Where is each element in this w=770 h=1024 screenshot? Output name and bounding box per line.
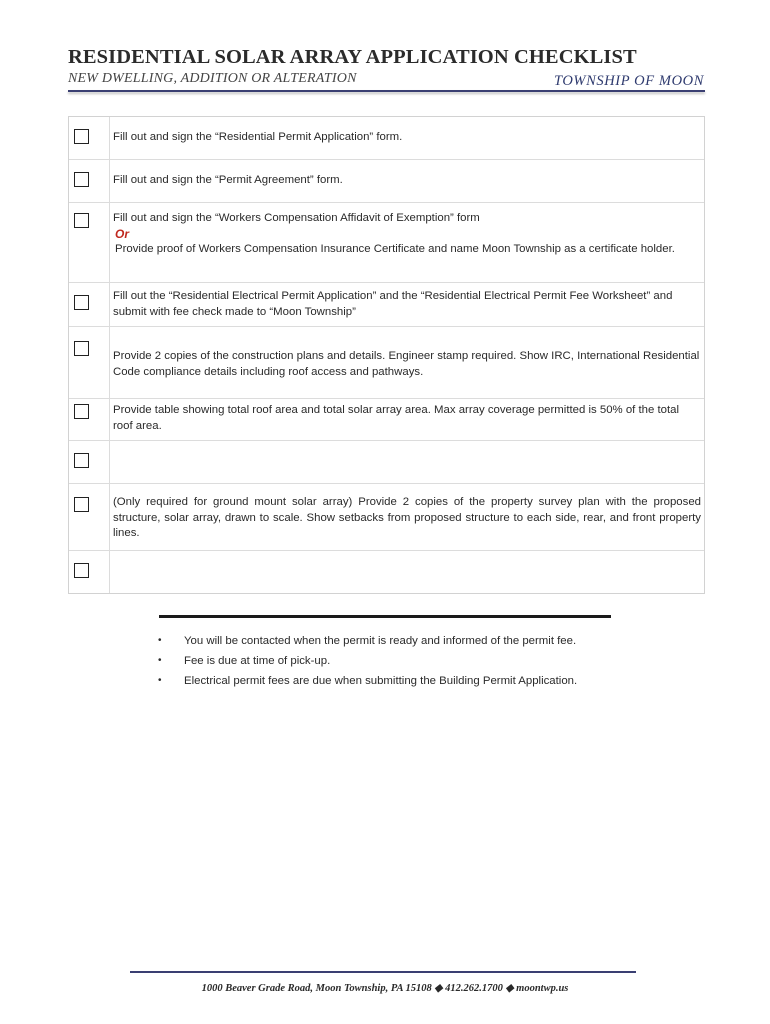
page-subtitle: NEW DWELLING, ADDITION OR ALTERATION xyxy=(68,71,357,86)
checklist-item-text: Fill out the “Residential Electrical Permit Application” and the “Residential Electrical Permit Fee Worksheet” and submit with fee check made to “Moon Township” xyxy=(113,290,673,318)
checkbox-icon[interactable] xyxy=(74,497,89,512)
footer-divider xyxy=(130,971,636,973)
notes-list xyxy=(155,633,577,693)
checklist-item-alt-text: Provide proof of Workers Compensation Insurance Certificate and name Moon Township as a certificate holder. xyxy=(115,243,675,255)
checklist-item-text xyxy=(110,441,704,483)
checklist-item-text: Provide table showing total roof area and total solar array area. Max array coverage permitted is 50% of the total roof area. xyxy=(113,404,680,432)
checkbox-icon[interactable] xyxy=(74,453,89,468)
footer-address: 1000 Beaver Grade Road, Moon Township, PA 15108 ◆ 412.262.1700 ◆ moontwp.us xyxy=(201,983,569,994)
checklist-table xyxy=(68,116,705,594)
page-title: RESIDENTIAL SOLAR ARRAY APPLICATION CHECKLIST xyxy=(68,46,637,68)
note-item xyxy=(155,673,577,693)
checklist-item-content xyxy=(110,203,704,282)
note-text: Electrical permit fees are due when submitting the Building Permit Application. xyxy=(184,675,578,687)
checklist-row xyxy=(69,399,704,441)
bullet-icon: • xyxy=(158,635,162,646)
checklist-item-text xyxy=(110,551,704,593)
checkbox-cell xyxy=(69,484,110,550)
checkbox-icon[interactable] xyxy=(74,129,89,144)
checklist-row xyxy=(69,283,704,327)
checklist-row xyxy=(69,160,704,203)
note-text: You will be contacted when the permit is ready and informed of the permit fee. xyxy=(184,635,577,647)
checklist-item-text: Provide 2 copies of the construction plans and details. Engineer stamp required. Show IRC, International Residential Code compliance details including roof access and pathways. xyxy=(113,350,700,378)
checkbox-cell xyxy=(69,441,110,483)
checkbox-cell xyxy=(69,327,110,398)
checkbox-cell xyxy=(69,203,110,282)
section-divider xyxy=(159,615,611,618)
checklist-row xyxy=(69,551,704,593)
bullet-icon: • xyxy=(158,675,162,686)
checkbox-cell xyxy=(69,551,110,593)
checkbox-cell xyxy=(69,160,110,202)
checklist-row xyxy=(69,203,704,283)
checkbox-cell xyxy=(69,117,110,159)
checklist-item-text: Fill out and sign the “Workers Compensation Affidavit of Exemption” form xyxy=(113,212,480,224)
checkbox-icon[interactable] xyxy=(74,213,89,228)
note-text: Fee is due at time of pick-up. xyxy=(184,655,331,667)
township-label: TOWNSHIP OF MOON xyxy=(553,73,704,89)
checklist-row xyxy=(69,327,704,399)
checklist-row xyxy=(69,484,704,551)
checklist-item-text: Fill out and sign the “Residential Permit Application” form. xyxy=(113,131,403,143)
checklist-row xyxy=(69,117,704,160)
checkbox-icon[interactable] xyxy=(74,404,89,419)
checkbox-cell xyxy=(69,399,110,440)
checklist-item-text: (Only required for ground mount solar array) Provide 2 copies of the property survey plan with the proposed structure, solar array, drawn to scale. Show setbacks from proposed structure to each side, rear, and front property lines. xyxy=(113,496,701,539)
or-label: Or xyxy=(115,226,130,241)
checkbox-icon[interactable] xyxy=(74,295,89,310)
bullet-icon: • xyxy=(158,655,162,666)
checkbox-cell xyxy=(69,283,110,326)
note-item xyxy=(155,633,577,653)
note-item xyxy=(155,653,577,673)
checklist-item-text: Fill out and sign the “Permit Agreement” form. xyxy=(113,174,343,186)
checkbox-icon[interactable] xyxy=(74,563,89,578)
header-divider xyxy=(68,90,705,92)
checklist-row xyxy=(69,441,704,484)
checkbox-icon[interactable] xyxy=(74,172,89,187)
checkbox-icon[interactable] xyxy=(74,341,89,356)
